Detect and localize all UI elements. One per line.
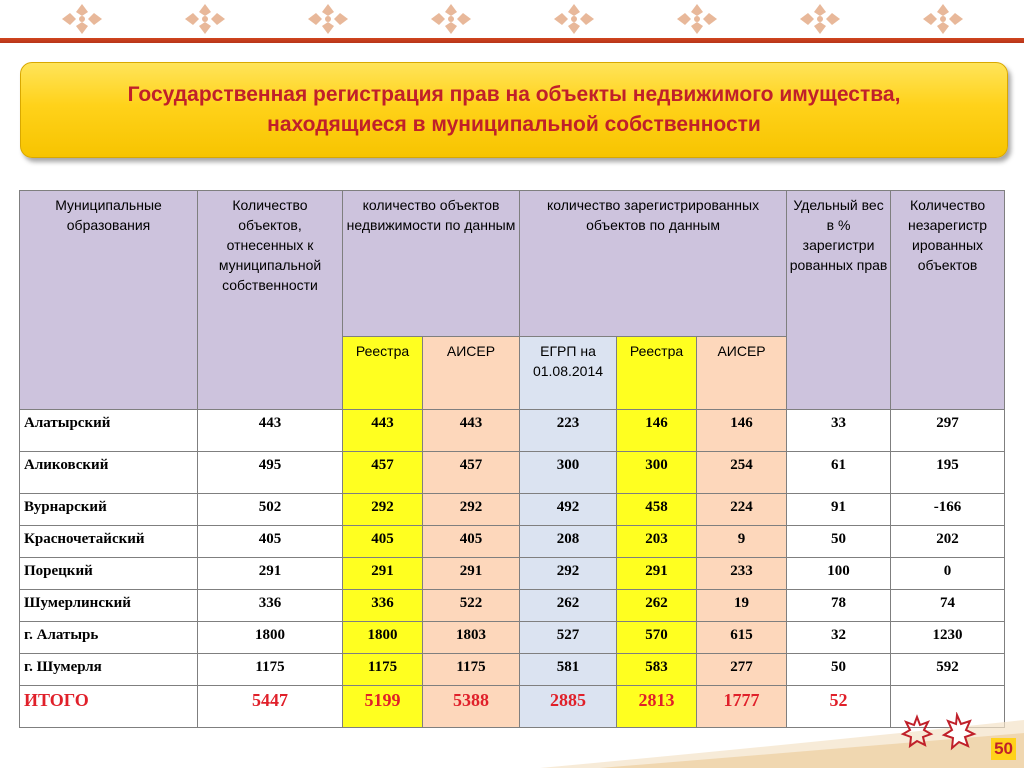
- cell-reg-reestr: 262: [617, 590, 697, 622]
- header-municipal: Муниципальные образования: [20, 191, 198, 410]
- total-cell-weight: 52: [787, 686, 891, 728]
- header-count-registered: количество зарегистрированных объектов по данным: [520, 191, 787, 337]
- cell-name: Аликовский: [20, 452, 198, 494]
- chuvash-ornament-icon: [304, 2, 352, 36]
- header-count-objects: Количество объектов, отнесенных к муниципальной собственности: [198, 191, 343, 410]
- total-cell-realty-aiser: 5388: [423, 686, 520, 728]
- table-row: [20, 558, 1005, 590]
- cell-reg-aiser: 9: [697, 526, 787, 558]
- cell-realty-reestr: 1175: [343, 654, 423, 686]
- registration-table: [19, 190, 1005, 728]
- total-cell-realty-reestr: 5199: [343, 686, 423, 728]
- cell-unregistered: 592: [891, 654, 1005, 686]
- cell-realty-reestr: 443: [343, 410, 423, 452]
- cell-name: Порецкий: [20, 558, 198, 590]
- chuvash-ornament-icon: [919, 2, 967, 36]
- cell-unregistered: 0: [891, 558, 1005, 590]
- cell-egrp: 527: [520, 622, 617, 654]
- cell-egrp: 262: [520, 590, 617, 622]
- cell-name: Вурнарский: [20, 494, 198, 526]
- cell-total: 443: [198, 410, 343, 452]
- cell-weight: 32: [787, 622, 891, 654]
- cell-reg-aiser: 146: [697, 410, 787, 452]
- cell-reg-reestr: 291: [617, 558, 697, 590]
- cell-reg-reestr: 458: [617, 494, 697, 526]
- cell-weight: 50: [787, 526, 891, 558]
- cell-egrp: 492: [520, 494, 617, 526]
- cell-reg-reestr: 570: [617, 622, 697, 654]
- page-number: 50: [991, 738, 1016, 760]
- cell-unregistered: 297: [891, 410, 1005, 452]
- cell-egrp: 581: [520, 654, 617, 686]
- cell-total: 1175: [198, 654, 343, 686]
- table-body: [20, 410, 1005, 728]
- cell-weight: 91: [787, 494, 891, 526]
- cell-unregistered: 74: [891, 590, 1005, 622]
- cell-egrp: 300: [520, 452, 617, 494]
- total-cell-reg-aiser: 1777: [697, 686, 787, 728]
- cell-realty-aiser: 457: [423, 452, 520, 494]
- cell-realty-reestr: 336: [343, 590, 423, 622]
- cell-realty-reestr: 291: [343, 558, 423, 590]
- cell-realty-aiser: 292: [423, 494, 520, 526]
- cell-reg-aiser: 224: [697, 494, 787, 526]
- subheader-realty-aiser: АИСЕР: [423, 337, 520, 410]
- table-row: [20, 410, 1005, 452]
- cell-realty-reestr: 457: [343, 452, 423, 494]
- cell-reg-reestr: 300: [617, 452, 697, 494]
- cell-reg-aiser: 233: [697, 558, 787, 590]
- subheader-reg-reestr: Реестра: [617, 337, 697, 410]
- star-ornament-icon: [895, 712, 985, 752]
- cell-unregistered: -166: [891, 494, 1005, 526]
- cell-unregistered: 195: [891, 452, 1005, 494]
- chuvash-ornament-icon: [673, 2, 721, 36]
- cell-egrp: 208: [520, 526, 617, 558]
- header-weight: Удельный вес в % зарегистри рованных прав: [787, 191, 891, 410]
- cell-egrp: 292: [520, 558, 617, 590]
- cell-name: Шумерлинский: [20, 590, 198, 622]
- cell-reg-aiser: 615: [697, 622, 787, 654]
- cell-total: 502: [198, 494, 343, 526]
- cell-reg-reestr: 203: [617, 526, 697, 558]
- cell-weight: 50: [787, 654, 891, 686]
- table-row: [20, 590, 1005, 622]
- chuvash-ornament-icon: [181, 2, 229, 36]
- title-banner: [20, 62, 1008, 158]
- cell-reg-aiser: 254: [697, 452, 787, 494]
- cell-weight: 61: [787, 452, 891, 494]
- chuvash-ornament-icon: [427, 2, 475, 36]
- cell-unregistered: 202: [891, 526, 1005, 558]
- cell-realty-aiser: 1175: [423, 654, 520, 686]
- total-cell-name: ИТОГО: [20, 686, 198, 728]
- cell-realty-aiser: 405: [423, 526, 520, 558]
- subheader-realty-reestr: Реестра: [343, 337, 423, 410]
- cell-realty-reestr: 405: [343, 526, 423, 558]
- cell-reg-reestr: 583: [617, 654, 697, 686]
- table-row: [20, 654, 1005, 686]
- chuvash-ornament-icon: [550, 2, 598, 36]
- cell-name: Алатырский: [20, 410, 198, 452]
- cell-total: 405: [198, 526, 343, 558]
- cell-realty-aiser: 1803: [423, 622, 520, 654]
- subheader-reg-egrp: ЕГРП на 01.08.2014: [520, 337, 617, 410]
- cell-realty-reestr: 1800: [343, 622, 423, 654]
- table-row: [20, 622, 1005, 654]
- cell-total: 336: [198, 590, 343, 622]
- cell-reg-aiser: 277: [697, 654, 787, 686]
- chuvash-ornament-icon: [58, 2, 106, 36]
- total-cell-reg-reestr: 2813: [617, 686, 697, 728]
- cell-total: 1800: [198, 622, 343, 654]
- cell-weight: 33: [787, 410, 891, 452]
- cell-egrp: 223: [520, 410, 617, 452]
- header-unregistered: Количество незарегистр ированных объектов: [891, 191, 1005, 410]
- cell-name: г. Алатырь: [20, 622, 198, 654]
- cell-realty-reestr: 292: [343, 494, 423, 526]
- page-title: Государственная регистрация прав на объекты недвижимого имущества, находящиеся в муниципальной собственности: [127, 83, 901, 136]
- subheader-reg-aiser: АИСЕР: [697, 337, 787, 410]
- header-count-realty: количество объектов недвижимости по данным: [343, 191, 520, 337]
- cell-name: г. Шумерля: [20, 654, 198, 686]
- cell-realty-aiser: 443: [423, 410, 520, 452]
- cell-reg-aiser: 19: [697, 590, 787, 622]
- cell-name: Красночетайский: [20, 526, 198, 558]
- cell-unregistered: 1230: [891, 622, 1005, 654]
- chuvash-ornament-icon: [796, 2, 844, 36]
- table-row: [20, 494, 1005, 526]
- total-cell-egrp: 2885: [520, 686, 617, 728]
- cell-weight: 78: [787, 590, 891, 622]
- cell-realty-aiser: 522: [423, 590, 520, 622]
- ornament-band: [0, 0, 1024, 38]
- cell-reg-reestr: 146: [617, 410, 697, 452]
- cell-realty-aiser: 291: [423, 558, 520, 590]
- table-row: [20, 526, 1005, 558]
- cell-weight: 100: [787, 558, 891, 590]
- cell-total: 495: [198, 452, 343, 494]
- table-row: [20, 452, 1005, 494]
- cell-total: 291: [198, 558, 343, 590]
- total-cell-total: 5447: [198, 686, 343, 728]
- header-red-line: [0, 38, 1024, 43]
- header-row: [20, 191, 1005, 337]
